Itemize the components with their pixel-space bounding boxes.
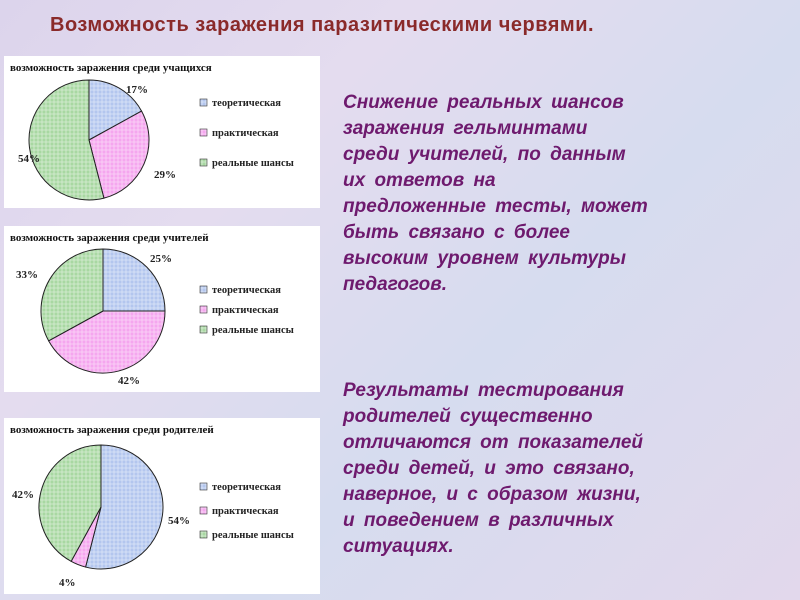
text-line: отличаются от показателей bbox=[343, 432, 644, 453]
legend-label: теоретическая bbox=[212, 98, 281, 109]
text-line: среди учителей, по данным bbox=[343, 144, 626, 165]
legend-swatch bbox=[200, 306, 207, 313]
pie-chart-students bbox=[4, 56, 320, 208]
legend-swatch bbox=[200, 129, 207, 136]
data-label: 33% bbox=[16, 269, 38, 281]
text-line: быть связано с более bbox=[343, 222, 570, 243]
pie-chart-teachers bbox=[4, 226, 320, 392]
legend-label: теоретическая bbox=[212, 482, 281, 493]
chart-title: возможность заражения среди учителей bbox=[10, 232, 209, 244]
legend-label: практическая bbox=[212, 128, 279, 139]
text-line: высоким уровнем культуры bbox=[343, 248, 626, 269]
text-line: педагогов. bbox=[343, 274, 448, 295]
legend-label: реальные шансы bbox=[212, 530, 294, 541]
data-label: 4% bbox=[59, 577, 76, 589]
page-title: Возможность заражения паразитическими червями. bbox=[50, 14, 595, 36]
text-line: ситуациях. bbox=[343, 536, 454, 557]
chart-panel-parents bbox=[4, 418, 320, 594]
legend-label: реальные шансы bbox=[212, 325, 294, 336]
legend-label: практическая bbox=[212, 506, 279, 517]
legend-label: реальные шансы bbox=[212, 158, 294, 169]
legend-label: практическая bbox=[212, 305, 279, 316]
data-label: 25% bbox=[150, 253, 172, 265]
chart-panel-teachers bbox=[4, 226, 320, 392]
text-line: их ответов на bbox=[343, 170, 496, 191]
data-label: 42% bbox=[12, 489, 34, 501]
text-line: и поведением в различных bbox=[343, 510, 614, 531]
legend-swatch bbox=[200, 326, 207, 333]
legend-label: теоретическая bbox=[212, 285, 281, 296]
chart-panel-students bbox=[4, 56, 320, 208]
text-line: родителей существенно bbox=[343, 406, 593, 427]
text-line: наверное, и с образом жизни, bbox=[343, 484, 641, 505]
text-line: предложенные тесты, может bbox=[343, 196, 648, 217]
text-block-teachers bbox=[343, 90, 773, 298]
legend-swatch bbox=[200, 286, 207, 293]
legend-swatch bbox=[200, 483, 207, 490]
data-label: 42% bbox=[118, 375, 140, 387]
data-label: 54% bbox=[168, 515, 190, 527]
chart-title: возможность заражения среди родителей bbox=[10, 424, 214, 436]
legend-swatch bbox=[200, 507, 207, 514]
legend-swatch bbox=[200, 99, 207, 106]
text-line: среди детей, и это связано, bbox=[343, 458, 635, 479]
text-block-parents bbox=[343, 378, 773, 560]
data-label: 54% bbox=[18, 153, 40, 165]
data-label: 29% bbox=[154, 169, 176, 181]
chart-title: возможность заражения среди учащихся bbox=[10, 62, 212, 74]
data-label: 17% bbox=[126, 84, 148, 96]
text-line: Снижение реальных шансов bbox=[343, 92, 624, 113]
legend-swatch bbox=[200, 531, 207, 538]
text-line: заражения гельминтами bbox=[343, 118, 588, 139]
text-line: Результаты тестирования bbox=[343, 380, 624, 401]
legend-swatch bbox=[200, 159, 207, 166]
pie-chart-parents bbox=[4, 418, 320, 594]
